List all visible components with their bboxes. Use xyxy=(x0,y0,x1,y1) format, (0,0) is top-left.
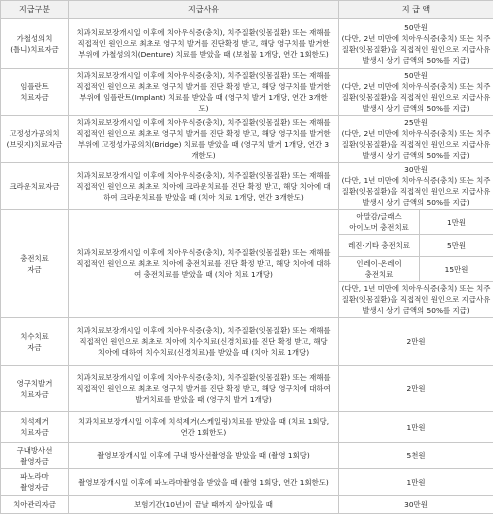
header-type: 지급구분 xyxy=(1,1,69,19)
row-amount: 2만원 xyxy=(339,318,493,366)
row-amount xyxy=(339,163,493,210)
amount-note: (다만, 1년 미만에 치아우식증(충치) 또는 치주질환(잇몸질환)을 직접적인 원인으로 지급사유 발생시 상기 금액의 50%를 지급) xyxy=(341,284,491,315)
sub-label: 아말감/글래스 아이노머 충전치료 xyxy=(339,210,420,235)
table-row xyxy=(1,69,493,116)
row-reason: 치과치료보장개시일 이후에 치석제거(스케일링)치료를 받았을 때 (치료 1회당, 연간 1회한도) xyxy=(69,412,339,443)
row-reason: 치과치료보장개시일 이후에 치아우식증(충치), 치주질환(잇몸질환) 또는 재해를 직접적인 원인으로 최초로 영구치 발거를 진단 확정 받고, 해당 영구치를 발거한 부위에 임플란트(Implant) 치료를 받았을 때 (영구치 발거 1개당, 연간 3개한도) xyxy=(69,69,339,116)
row-amount xyxy=(339,69,493,116)
row-type: 영구치발거 치료자금 xyxy=(1,366,69,412)
table-row xyxy=(1,210,493,318)
row-amount: 1만원 xyxy=(339,412,493,443)
row-type: 치수치료 자금 xyxy=(1,318,69,366)
row-type: 크라운치료자금 xyxy=(1,163,69,210)
row-amount: 5천원 xyxy=(339,443,493,469)
amount-value: 50만원 xyxy=(404,71,428,80)
row-amount: 30만원 xyxy=(339,496,493,514)
row-reason: 치과치료보장개시일 이후에 치아우식증(충치), 치주질환(잇몸질환) 또는 재해를 직접적인 원인으로 최초로 치아에 충전치료를 진단 확정 받고, 해당 치아에 대하여 충전치료를 받았을 때 (치아 치료 1개당) xyxy=(69,210,339,318)
row-amount xyxy=(339,19,493,69)
table-row xyxy=(1,163,493,210)
amount-value: 25만원 xyxy=(404,118,428,127)
row-reason: 치과치료보장개시일 이후에 치아우식증(충치), 치주질환(잇몸질환) 또는 재해를 직접적인 원인으로 최초로 영구치 발거를 진단확정 받고, 해당 영구치를 발거한 부위에 가철성의치(Denture) 치료를 받았을 때 (보철물 1개당, 연간 1회한도) xyxy=(69,19,339,69)
row-reason: 보험기간(10년)이 끝날 때까지 살아있을 때 xyxy=(69,496,339,514)
table-row xyxy=(1,412,493,443)
row-reason: 촬영보장개시일 이후에 구내 방사선촬영을 받았을 때 (촬영 1회당) xyxy=(69,443,339,469)
row-type: 가철성의치 (틀니)치료자금 xyxy=(1,19,69,69)
row-amount: 1만원 xyxy=(339,469,493,496)
sub-row xyxy=(339,257,493,282)
table-row xyxy=(1,443,493,469)
row-amount: 2만원 xyxy=(339,366,493,412)
table-row xyxy=(1,318,493,366)
row-type: 구내방사선 촬영자금 xyxy=(1,443,69,469)
sub-amount: 15만원 xyxy=(420,257,493,282)
filling-subtable xyxy=(339,210,493,317)
table-row xyxy=(1,116,493,163)
row-type: 충전치료 자금 xyxy=(1,210,69,318)
table-row xyxy=(1,469,493,496)
sub-row xyxy=(339,235,493,257)
row-type: 파노라마 촬영자금 xyxy=(1,469,69,496)
table-row xyxy=(1,496,493,514)
amount-note: (다만, 2년 미만에 치아우식증(충치) 또는 치주질환(잇몸질환)을 직접적인 원인으로 지급사유 발생시 상기 금액의 50%를 지급) xyxy=(341,33,491,65)
table-row xyxy=(1,19,493,69)
row-amount xyxy=(339,210,493,318)
row-amount xyxy=(339,116,493,163)
row-reason: 촬영보장개시일 이후에 파노라마촬영을 받았을 때 (촬영 1회당, 연간 1회한도) xyxy=(69,469,339,496)
row-reason: 치과치료보장개시일 이후에 치아우식증(충치), 치주질환(잇몸질환) 또는 재해를 직접적인 원인으로 최초로 치아에 치수치료(신경치료)를 진단 확정 받고, 해당 치아에 대하여 치수치료(신경치료)를 받았을 때 (치아 치료 1개당) xyxy=(69,318,339,366)
row-type: 임플란트 치료자금 xyxy=(1,69,69,116)
sub-amount: 5만원 xyxy=(420,235,493,257)
row-reason: 치과치료보장개시일 이후에 치아우식증(충치), 치주질환(잇몸질환) 또는 재해를 직접적인 원인으로 최초로 영구치 발거를 진단 확정 받고, 해당 영구치에 대하여 발거치료를 받았을 때 (영구치 발거 1개당) xyxy=(69,366,339,412)
row-reason: 치과치료보장개시일 이후에 치아우식증(충치), 치주질환(잇몸질환) 또는 재해를 직접적인 원인으로 최초로 치아에 크라운치료를 진단 확정 받고, 해당 치아에 대하여 크라운치료를 받았을 때 (치아 치료 1개당, 연간 3개한도) xyxy=(69,163,339,210)
sub-amount: 1만원 xyxy=(420,210,493,235)
header-amount: 지 급 액 xyxy=(339,1,493,19)
row-reason: 치과치료보장개시일 이후에 치아우식증(충치), 치주질환(잇몸질환) 또는 재해를 직접적인 원인으로 최초로 영구치 발거를 진단 확정 받고, 해당 영구치를 발거한 부위에 고정성가공의치(Bridge) 치료를 받았을 때 (영구치 발거 1개당, 연간 3개한도) xyxy=(69,116,339,163)
header-reason: 지급사유 xyxy=(69,1,339,19)
amount-value: 50만원 xyxy=(404,22,428,32)
table-row xyxy=(1,366,493,412)
amount-note: (다만, 2년 미만에 치아우식증(충치) 또는 치주질환(잇몸질환)을 직접적인 원인으로 지급사유 발생시 상기 금액의 50%를 지급) xyxy=(341,82,491,113)
amount-note: (다만, 1년 미만에 치아우식증(충치) 또는 치주질환(잇몸질환)을 직접적인 원인으로 지급사유 발생시 상기 금액의 50%를 지급) xyxy=(341,176,491,207)
sub-label: 인레이·온레이 충전치료 xyxy=(339,257,420,282)
sub-label: 레진·기타 충전치료 xyxy=(339,235,420,257)
row-type: 치석제거 치료자금 xyxy=(1,412,69,443)
table-header-row xyxy=(1,1,493,19)
amount-value: 30만원 xyxy=(404,165,428,174)
sub-row xyxy=(339,282,493,318)
row-type: 치아관리자금 xyxy=(1,496,69,514)
row-type: 고정성가공의치 (브릿지)치료자금 xyxy=(1,116,69,163)
sub-row xyxy=(339,210,493,235)
amount-note: (다만, 2년 미만에 치아우식증(충치) 또는 치주질환(잇몸질환)을 직접적인 원인으로 지급사유 발생시 상기 금액의 50%를 지급) xyxy=(341,129,491,160)
